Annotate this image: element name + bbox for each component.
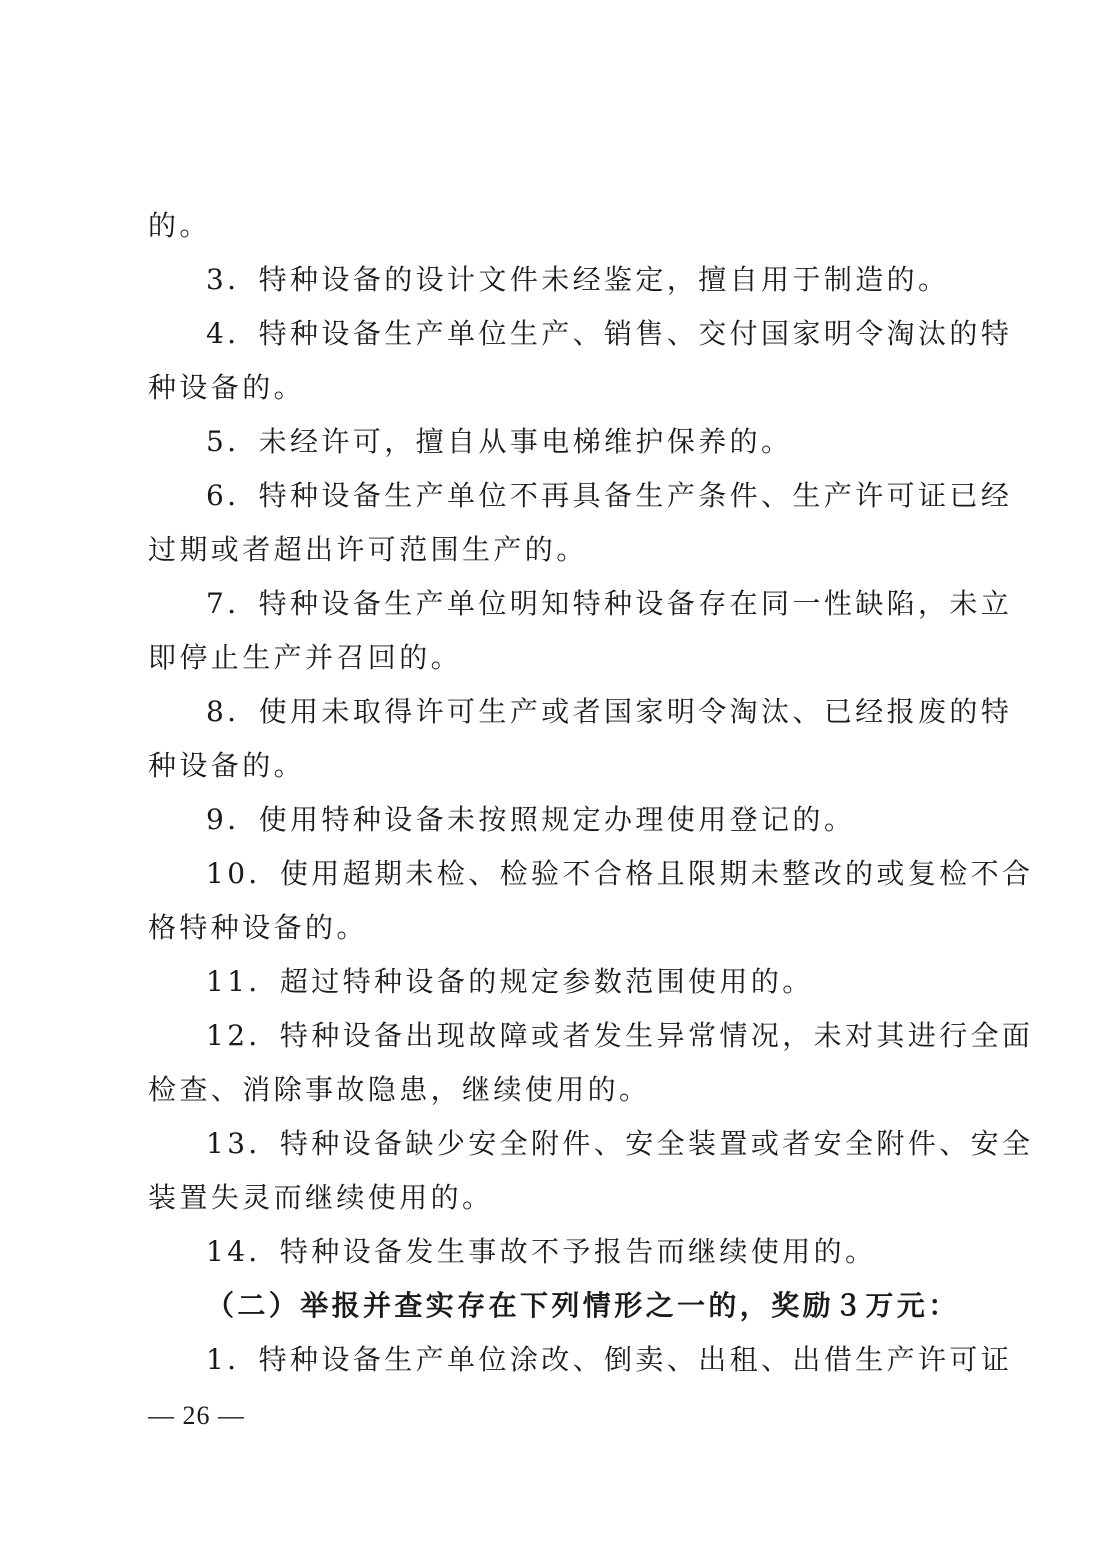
text-line: 5．未经许可，擅自从事电梯维护保养的。 (206, 425, 793, 458)
text-line: 6．特种设备生产单位不再具备生产条件、生产许可证已经 (206, 479, 1013, 512)
page-number: — 26 — (148, 1401, 245, 1430)
text-line: 格特种设备的。 (148, 911, 368, 944)
text-line: 检查、消除事故隐患，继续使用的。 (148, 1073, 651, 1106)
text-line: 12．特种设备出现故障或者发生异常情况，未对其进行全面 (206, 1019, 1034, 1052)
text-line: 1．特种设备生产单位涂改、倒卖、出租、出借生产许可证 (206, 1343, 1013, 1376)
text-line: 10．使用超期未检、检验不合格且限期未整改的或复检不合 (206, 857, 1034, 890)
text-line: 的。 (148, 209, 211, 242)
text-line: 装置失灵而继续使用的。 (148, 1181, 494, 1214)
text-line: 9．使用特种设备未按照规定办理使用登记的。 (206, 803, 856, 836)
text-line: 种设备的。 (148, 371, 306, 404)
text-line: 即停止生产并召回的。 (148, 641, 463, 674)
section-heading: （二）举报并查实存在下列情形之一的，奖励３万元： (206, 1289, 960, 1322)
text-line: 14．特种设备发生事故不予报告而继续使用的。 (206, 1235, 877, 1268)
text-line: 11．超过特种设备的规定参数范围使用的。 (206, 965, 814, 998)
text-line: 7．特种设备生产单位明知特种设备存在同一性缺陷，未立 (206, 587, 1013, 620)
text-line: 4．特种设备生产单位生产、销售、交付国家明令淘汰的特 (206, 317, 1013, 350)
text-line: 3．特种设备的设计文件未经鉴定，擅自用于制造的。 (206, 263, 950, 296)
text-line: 过期或者超出许可范围生产的。 (148, 533, 588, 566)
text-line: 种设备的。 (148, 749, 306, 782)
text-line: 13．特种设备缺少安全附件、安全装置或者安全附件、安全 (206, 1127, 1034, 1160)
text-line: 8．使用未取得许可生产或者国家明令淘汰、已经报废的特 (206, 695, 1013, 728)
